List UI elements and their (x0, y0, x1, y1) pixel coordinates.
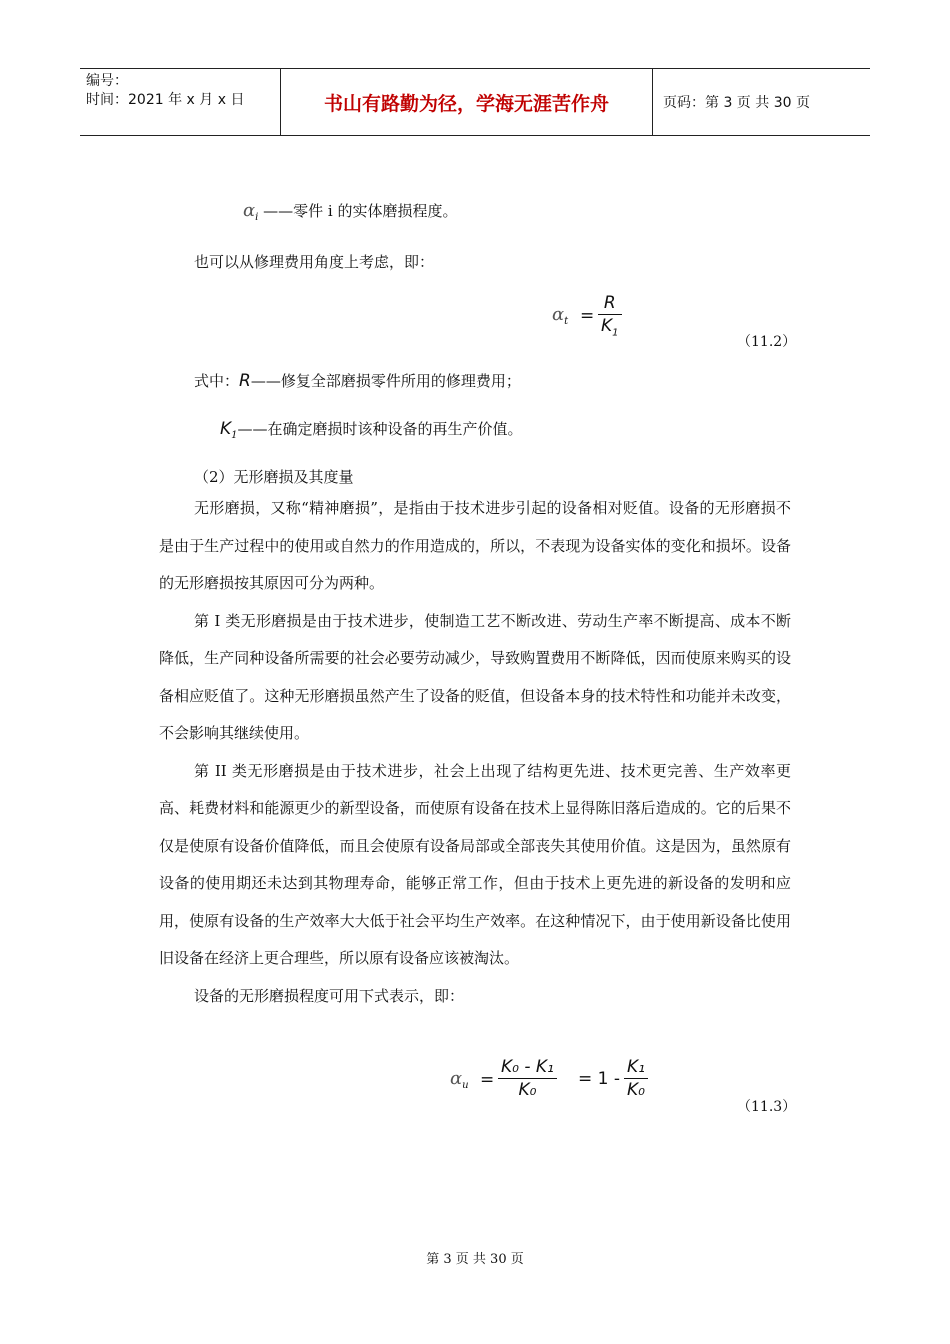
paragraph: 第 II 类无形磨损是由于技术进步，社会上出现了结构更先进、技术更完善、生产效率更高、耗费材料和能源更少的新型设备，而使原有设备在技术上显得陈旧落后造成的。它的后果不仅是使原有设备价值降低，而且会使原有设备局部或全部丧失其使用价值。这是因为，虽然原有设备的使用期还未达到其物理寿命，能够正常工作，但由于技术上更先进的新设备的发明和应用，使原有设备的生产效率大大低于社会平均生产效率。在这种情况下，由于使用新设备比使用旧设备在经济上更合理些，所以原有设备应该被淘汰。 (159, 761, 791, 967)
fraction-denominator: K₀ (518, 1080, 537, 1100)
equation-number: （11.2） (737, 334, 797, 350)
eq-11-2-equals: = (580, 306, 595, 326)
page-header (80, 68, 870, 136)
r-symbol: R (239, 371, 251, 391)
fraction-denominator: K₀ (627, 1080, 645, 1100)
page-footer: 第 3 页 共 30 页 (426, 1252, 524, 1267)
eq-11-3-middle: = 1 - (578, 1069, 621, 1089)
eq-11-3-fraction-2 (624, 1056, 648, 1101)
eq-11-2-lhs (552, 304, 568, 327)
paragraph: 无形磨损，又称“精神磨损”，是指由于技术进步引起的设备相对贬值。设备的无形磨损不是由于生产过程中的使用或自然力的作用造成的，所以，不表现为设备实体的变化和损坏。设备的无形磨损按其原因可分为两种。 (159, 499, 791, 592)
alpha-i-definition (243, 200, 457, 223)
body-text (159, 490, 791, 1015)
eq-11-3-fraction-1 (498, 1056, 557, 1101)
k1-definition-text: ——在确定磨损时该种设备的再生产价值。 (237, 420, 523, 438)
alpha-subscript: i (255, 212, 259, 223)
eq-11-2-fraction (598, 292, 622, 344)
alpha-symbol: α (450, 1068, 463, 1089)
alpha-symbol: α (552, 304, 565, 325)
alpha-subscript: t (564, 316, 569, 327)
fraction-numerator: K₀ - K₁ (501, 1057, 554, 1077)
header-page-info: 页码：第 3 页 共 30 页 (663, 95, 810, 111)
alpha-symbol: α (243, 200, 256, 221)
fraction-numerator: R (603, 293, 616, 313)
alpha-i-text: ——零件 i 的实体磨损程度。 (263, 202, 458, 220)
paragraph: 第 I 类无形磨损是由于技术进步，使制造工艺不断改进、劳动生产率不断提高、成本不断降低，生产同种设备所需要的社会必要劳动减少，导致购置费用不断降低，因而使原来购买的设备相应贬值了。这种无形磨损虽然产生了设备的贬值，但设备本身的技术特性和功能并未改变，不会影响其继续使用。 (159, 611, 791, 742)
fraction-denominator: $K_1$ (601, 316, 619, 339)
eq-11-3-equals: = (480, 1070, 495, 1090)
alpha-subscript: u (462, 1080, 469, 1091)
header-date: 时间：2021 年 x 月 x 日 (86, 92, 245, 108)
repair-angle-line: 也可以从修理费用角度上考虑，即： (194, 253, 435, 271)
fraction-numerator: K₁ (627, 1057, 645, 1077)
header-number-label: 编号： (86, 73, 128, 89)
r-definition (194, 370, 521, 391)
k-symbol: K (220, 419, 232, 439)
header-motto: 书山有路勤为径，学海无涯苦作舟 (281, 69, 653, 135)
r-definition-prefix: 式中： (194, 372, 240, 390)
k-subscript: 1 (231, 430, 238, 441)
equation-number: （11.3） (737, 1099, 797, 1115)
paragraph: 设备的无形磨损程度可用下式表示，即： (194, 986, 465, 1005)
section-heading: （2）无形磨损及其度量 (194, 468, 354, 486)
r-definition-text: ——修复全部磨损零件所用的修理费用； (250, 372, 521, 390)
header-left-cell (80, 69, 281, 135)
eq-11-3-lhs (450, 1068, 469, 1091)
k1-definition (220, 418, 523, 441)
